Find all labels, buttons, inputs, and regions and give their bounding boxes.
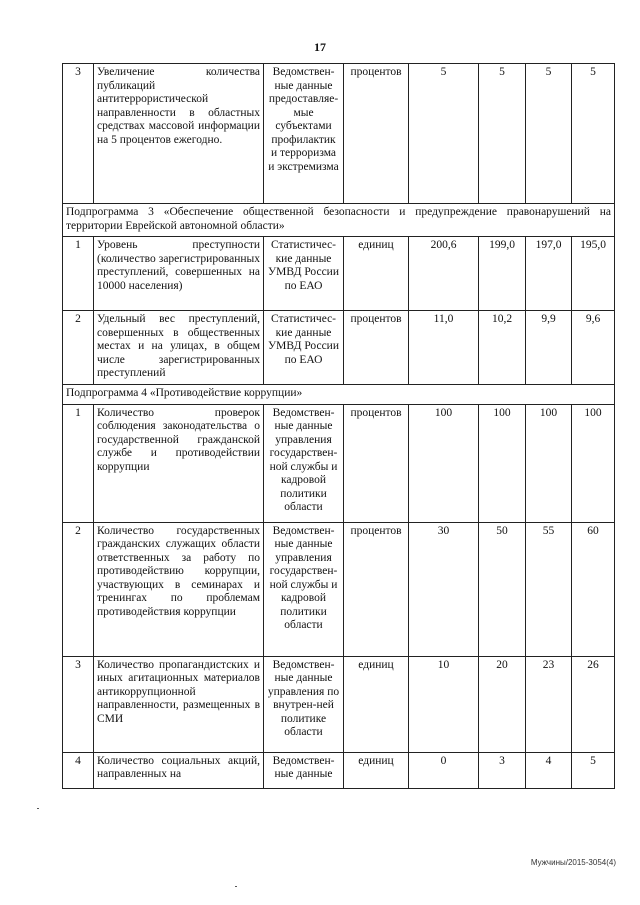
table-row	[63, 64, 615, 204]
unit-of-measure: единиц	[344, 237, 409, 311]
indicator-value-year-1: 100	[409, 404, 479, 522]
subprogram-row	[63, 204, 615, 237]
indicator-name: Количество государственных гражданских служащих области ответственных за работу по противодействию коррупции, участвующих в семинарах и тренингах по проблемам противодействия коррупции	[94, 522, 264, 656]
indicator-value-year-1: 0	[409, 752, 479, 788]
page-number: 17	[314, 40, 326, 54]
indicator-value-year-3: 55	[526, 522, 572, 656]
indicator-value-year-1: 10	[409, 656, 479, 752]
subprogram-title: Подпрограмма 4 «Противодействие коррупции»	[63, 385, 615, 405]
unit-of-measure: процентов	[344, 404, 409, 522]
indicator-name: Количество социальных акций, направленных на	[94, 752, 264, 788]
indicator-name: Количество проверок соблюдения законодательства о государственной гражданской службе и противодействии коррупции	[94, 404, 264, 522]
unit-of-measure: процентов	[344, 64, 409, 204]
indicator-value-year-4: 9,6	[572, 311, 615, 385]
indicator-value-year-1: 30	[409, 522, 479, 656]
indicator-value-year-4: 100	[572, 404, 615, 522]
indicator-value-year-4: 60	[572, 522, 615, 656]
indicator-value-year-2: 5	[479, 64, 526, 204]
indicator-name: Количество пропагандистских и иных агитационных материалов антикоррупционной направленности, размещенных в СМИ	[94, 656, 264, 752]
indicator-value-year-2: 50	[479, 522, 526, 656]
table-row	[63, 404, 615, 522]
indicator-value-year-1: 200,6	[409, 237, 479, 311]
row-number: 1	[63, 237, 94, 311]
unit-of-measure: единиц	[344, 656, 409, 752]
subprogram-title: Подпрограмма 3 «Обеспечение общественной безопасности и предупреждение правонарушений на территории Еврейской автономной области»	[63, 204, 615, 237]
data-source: Ведомствен-ные данные предоставляе-мые субъектами профилактик и терроризма и экстремизма	[264, 64, 344, 204]
data-source: Статистичес-кие данные УМВД России по ЕАО	[264, 237, 344, 311]
row-number: 3	[63, 656, 94, 752]
table-row	[63, 522, 615, 656]
subprogram-row	[63, 385, 615, 405]
table-row	[63, 656, 615, 752]
table-row	[63, 752, 615, 788]
indicator-value-year-1: 11,0	[409, 311, 479, 385]
indicator-value-year-3: 5	[526, 64, 572, 204]
indicator-value-year-3: 100	[526, 404, 572, 522]
indicator-value-year-1: 5	[409, 64, 479, 204]
scan-speck	[37, 808, 39, 809]
indicator-name: Увеличение количества публикаций антитеррористической направленности в областных средствах массовой информации на 5 процентов ежегодно.	[94, 64, 264, 204]
row-number: 2	[63, 311, 94, 385]
unit-of-measure: процентов	[344, 311, 409, 385]
indicators-table	[62, 63, 615, 789]
indicator-value-year-4: 5	[572, 64, 615, 204]
indicator-name: Удельный вес преступлений, совершенных в общественных местах и на улицах, в общем числе зарегистрированных преступлений	[94, 311, 264, 385]
unit-of-measure: процентов	[344, 522, 409, 656]
indicator-value-year-2: 20	[479, 656, 526, 752]
row-number: 4	[63, 752, 94, 788]
unit-of-measure: единиц	[344, 752, 409, 788]
indicator-value-year-3: 197,0	[526, 237, 572, 311]
indicator-value-year-4: 5	[572, 752, 615, 788]
row-number: 1	[63, 404, 94, 522]
indicator-value-year-2: 10,2	[479, 311, 526, 385]
indicator-value-year-4: 195,0	[572, 237, 615, 311]
indicator-value-year-3: 4	[526, 752, 572, 788]
data-source: Ведомствен-ные данные управления по внутрен-ней политике области	[264, 656, 344, 752]
indicator-value-year-2: 199,0	[479, 237, 526, 311]
row-number: 3	[63, 64, 94, 204]
document-code: Мужчины/2015-3054(4)	[530, 858, 616, 867]
indicator-value-year-2: 3	[479, 752, 526, 788]
data-source: Ведомствен-ные данные управления государствен-ной службы и кадровой политики области	[264, 522, 344, 656]
row-number: 2	[63, 522, 94, 656]
data-source: Статистичес-кие данные УМВД России по ЕАО	[264, 311, 344, 385]
data-source: Ведомствен-ные данные	[264, 752, 344, 788]
indicator-value-year-2: 100	[479, 404, 526, 522]
table-row	[63, 237, 615, 311]
indicator-value-year-3: 9,9	[526, 311, 572, 385]
data-source: Ведомствен-ные данные управления государствен-ной службы и кадровой политики области	[264, 404, 344, 522]
indicator-value-year-3: 23	[526, 656, 572, 752]
indicator-name: Уровень преступности (количество зарегистрированных преступлений, совершенных на 10000 населения)	[94, 237, 264, 311]
indicator-value-year-4: 26	[572, 656, 615, 752]
scan-speck	[235, 886, 237, 887]
table-row	[63, 311, 615, 385]
